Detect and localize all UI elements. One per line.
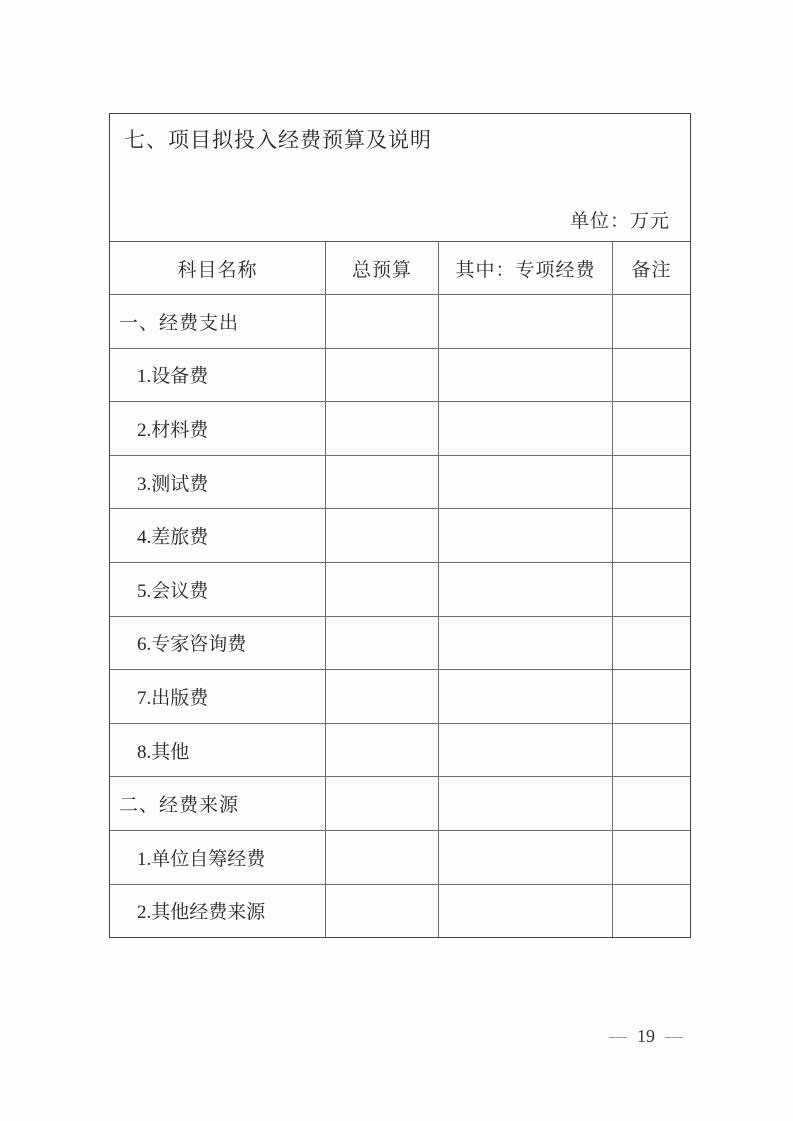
cell-remark [612,456,690,509]
cell-total-budget [325,885,438,938]
table-header-row [110,242,690,294]
column-header-subject: 科目名称 [177,259,258,281]
table-row [110,616,690,670]
table-row [110,401,690,455]
table-row [110,294,690,348]
cell-remark [612,295,690,348]
table-row [110,776,690,830]
cell-special-funds [438,349,612,402]
cell-remark [612,509,690,562]
cell-total-budget [325,563,438,616]
column-header-special-funds: 其中：专项经费 [438,242,612,294]
cell-subject: 1.设备费 [137,366,209,388]
footer-left-dash: — [609,1026,627,1046]
cell-special-funds [438,563,612,616]
title-block [110,114,690,242]
cell-total-budget [325,831,438,884]
table-row [110,562,690,616]
cell-total-budget [325,295,438,348]
column-header-remark: 备注 [612,242,690,294]
cell-remark [612,349,690,402]
cell-remark [612,617,690,670]
table-row [110,455,690,509]
cell-total-budget [325,724,438,777]
cell-subject: 3.测试费 [137,473,209,495]
cell-remark [612,670,690,723]
cell-subject: 7.出版费 [137,687,209,709]
cell-subject: 6.专家咨询费 [137,634,247,656]
cell-special-funds [438,724,612,777]
table-row [110,723,690,777]
cell-total-budget [325,670,438,723]
cell-subject: 二、经费来源 [119,795,240,817]
cell-special-funds [438,617,612,670]
cell-special-funds [438,885,612,938]
cell-special-funds [438,456,612,509]
column-header-total-budget: 总预算 [325,242,438,294]
cell-total-budget [325,456,438,509]
table-row [110,830,690,884]
cell-total-budget [325,349,438,402]
cell-remark [612,724,690,777]
cell-subject: 2.其他经费来源 [137,902,266,924]
cell-special-funds [438,402,612,455]
table-row [110,508,690,562]
table-row [110,669,690,723]
cell-remark [612,777,690,830]
cell-special-funds [438,777,612,830]
cell-total-budget [325,509,438,562]
cell-remark [612,885,690,938]
cell-special-funds [438,295,612,348]
budget-table [109,113,691,938]
cell-total-budget [325,402,438,455]
footer-page-number: 19 [637,1026,655,1046]
cell-special-funds [438,831,612,884]
cell-special-funds [438,670,612,723]
page-number [598,1026,694,1047]
table-row [110,348,690,402]
cell-total-budget [325,617,438,670]
cell-remark [612,831,690,884]
cell-subject: 1.单位自筹经费 [137,848,266,870]
cell-subject: 5.会议费 [137,580,209,602]
table-row [110,884,690,938]
form-title: 七、项目拟投入经费预算及说明 [124,128,432,152]
cell-subject: 8.其他 [137,741,190,763]
footer-right-dash: — [665,1026,683,1046]
cell-remark [612,402,690,455]
cell-subject: 2.材料费 [137,419,209,441]
unit-note: 单位：万元 [569,211,670,232]
cell-subject: 4.差旅费 [137,527,209,549]
cell-total-budget [325,777,438,830]
cell-remark [612,563,690,616]
cell-special-funds [438,509,612,562]
cell-subject: 一、经费支出 [119,312,240,334]
